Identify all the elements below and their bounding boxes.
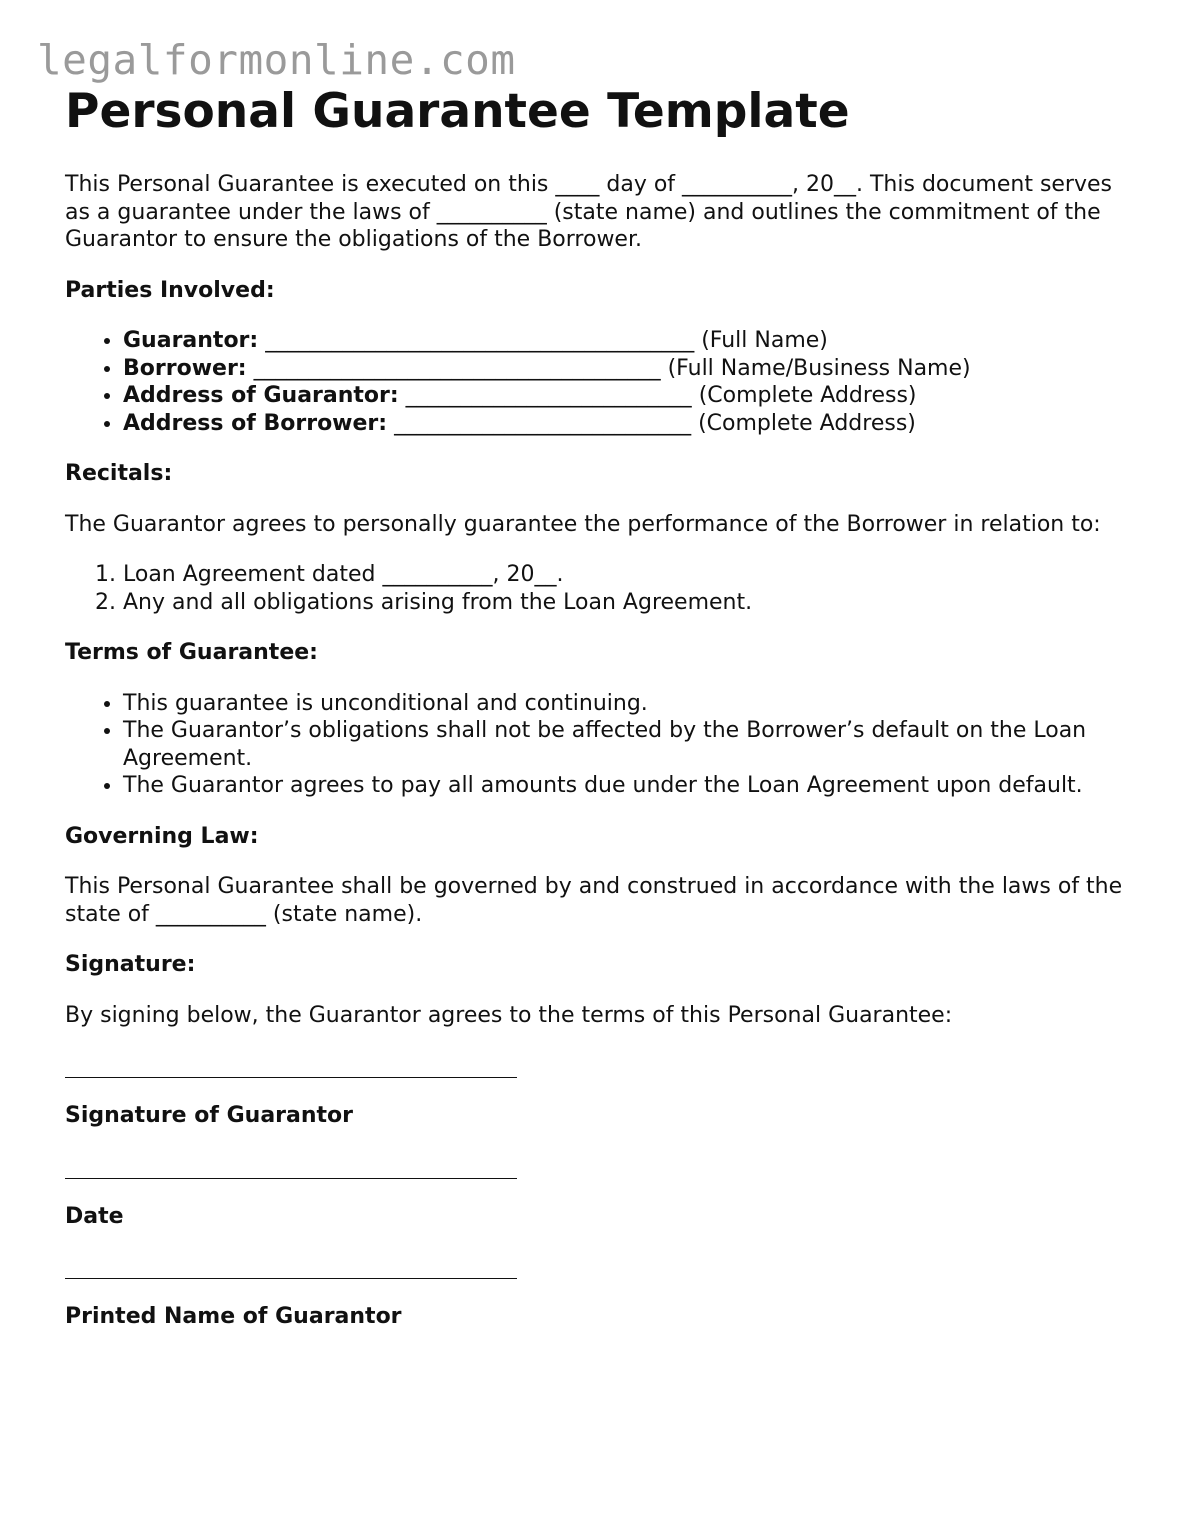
party-label: Borrower: bbox=[123, 355, 247, 381]
party-label: Address of Guarantor: bbox=[123, 383, 399, 408]
governing-law-heading: Governing Law: bbox=[65, 823, 259, 849]
party-note: (Complete Address) bbox=[698, 383, 917, 408]
party-borrower bbox=[123, 355, 1125, 383]
party-borrower-address bbox=[123, 410, 1125, 438]
blank-line: ___________________________ bbox=[387, 410, 699, 436]
party-label: Guarantor: bbox=[123, 328, 259, 353]
blank-line: _____________________________________ bbox=[246, 355, 668, 381]
governing-law-paragraph: This Personal Guarantee shall be governed by and construed in accordance with the laws of the state of __________ (state name). bbox=[65, 874, 1123, 927]
signature-line[interactable] bbox=[65, 1077, 517, 1078]
party-note: (Complete Address) bbox=[698, 410, 916, 436]
printed-name-line[interactable] bbox=[65, 1278, 517, 1279]
signature-of-guarantor-label: Signature of Guarantor bbox=[65, 1103, 353, 1128]
watermark: legalformonline.com bbox=[37, 36, 516, 84]
parties-list bbox=[65, 327, 1125, 437]
document-title: Personal Guarantee Template bbox=[65, 84, 850, 139]
recitals-list bbox=[65, 561, 1125, 616]
parties-heading: Parties Involved: bbox=[65, 277, 275, 303]
printed-name-label: Printed Name of Guarantor bbox=[65, 1304, 402, 1329]
recitals-paragraph: The Guarantor agrees to personally guarantee the performance of the Borrower in relation to: bbox=[65, 511, 1101, 537]
intro-paragraph: This Personal Guarantee is executed on this ____ day of __________, 20__. This document serves as a guarantee under the laws of __________ (state name) and outlines the commitment of the Guarantor to ensure the obligations of the Borrower. bbox=[65, 172, 1112, 252]
party-note: (Full Name/Business Name) bbox=[667, 355, 971, 381]
party-guarantor-address bbox=[123, 382, 1125, 410]
list-item: 1. Loan Agreement dated __________, 20__. bbox=[123, 561, 1125, 589]
list-item: • The Guarantor’s obligations shall not be affected by the Borrower’s default on the Loan Agreement. bbox=[123, 717, 1125, 772]
terms-list bbox=[65, 690, 1125, 800]
recitals-heading: Recitals: bbox=[65, 461, 173, 486]
list-item: • The Guarantor agrees to pay all amounts due under the Loan Agreement upon default. bbox=[123, 772, 1125, 800]
signature-heading: Signature: bbox=[65, 952, 196, 977]
party-label: Address of Borrower: bbox=[123, 410, 388, 436]
list-item: 2. Any and all obligations arising from the Loan Agreement. bbox=[123, 589, 1125, 617]
party-guarantor bbox=[123, 327, 1125, 355]
date-line[interactable] bbox=[65, 1178, 517, 1179]
terms-heading: Terms of Guarantee: bbox=[65, 640, 318, 665]
list-item: • This guarantee is unconditional and continuing. bbox=[123, 690, 1125, 718]
blank-line: _______________________________________ bbox=[258, 328, 702, 353]
document-page bbox=[65, 84, 1125, 1331]
blank-line: __________________________ bbox=[398, 383, 699, 408]
party-note: (Full Name) bbox=[701, 328, 828, 353]
date-label: Date bbox=[65, 1203, 124, 1229]
signature-paragraph: By signing below, the Guarantor agrees to the terms of this Personal Guarantee: bbox=[65, 1002, 953, 1028]
